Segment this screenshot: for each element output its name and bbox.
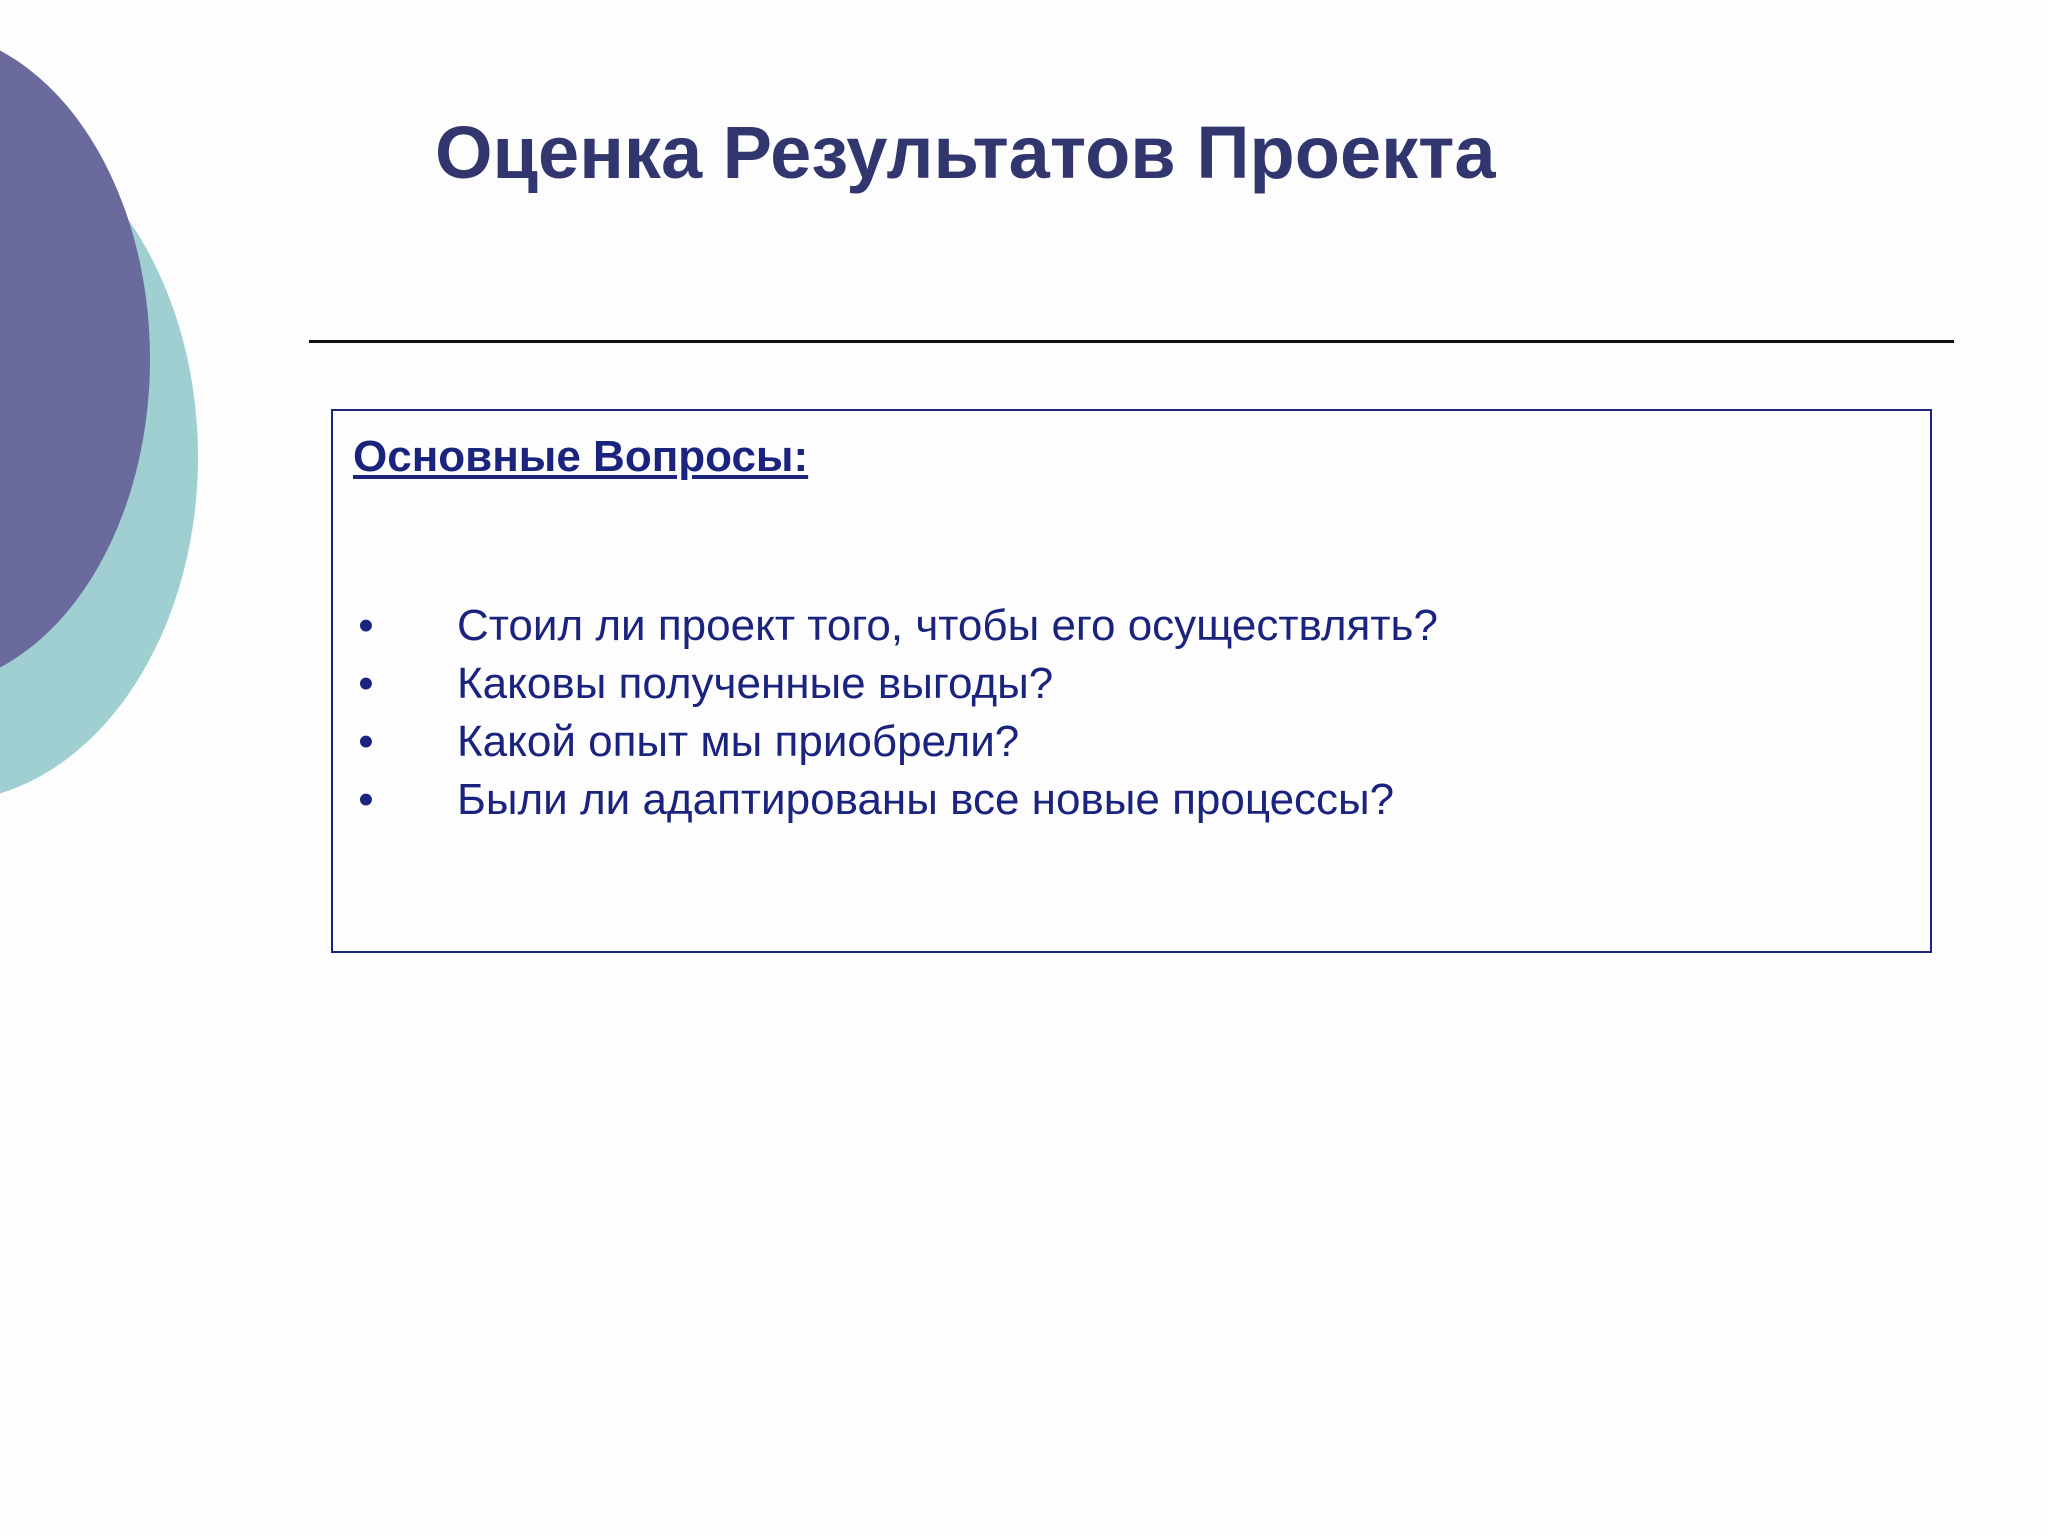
question-text: Какой опыт мы приобрели? [457, 717, 1020, 766]
question-text: Каковы полученные выгоды? [457, 659, 1054, 708]
title-divider [309, 340, 1954, 343]
bullet-icon: • [358, 659, 374, 708]
bullet-icon: • [358, 601, 374, 650]
question-text: Стоил ли проект того, чтобы его осуществлять? [457, 601, 1438, 650]
slide-title: Оценка Результатов Проекта [435, 111, 1496, 194]
questions-box [331, 409, 1932, 953]
bullet-icon: • [358, 775, 374, 824]
questions-heading: Основные Вопросы: [353, 432, 809, 481]
question-text: Были ли адаптированы все новые процессы? [457, 775, 1395, 824]
bullet-icon: • [358, 717, 374, 766]
